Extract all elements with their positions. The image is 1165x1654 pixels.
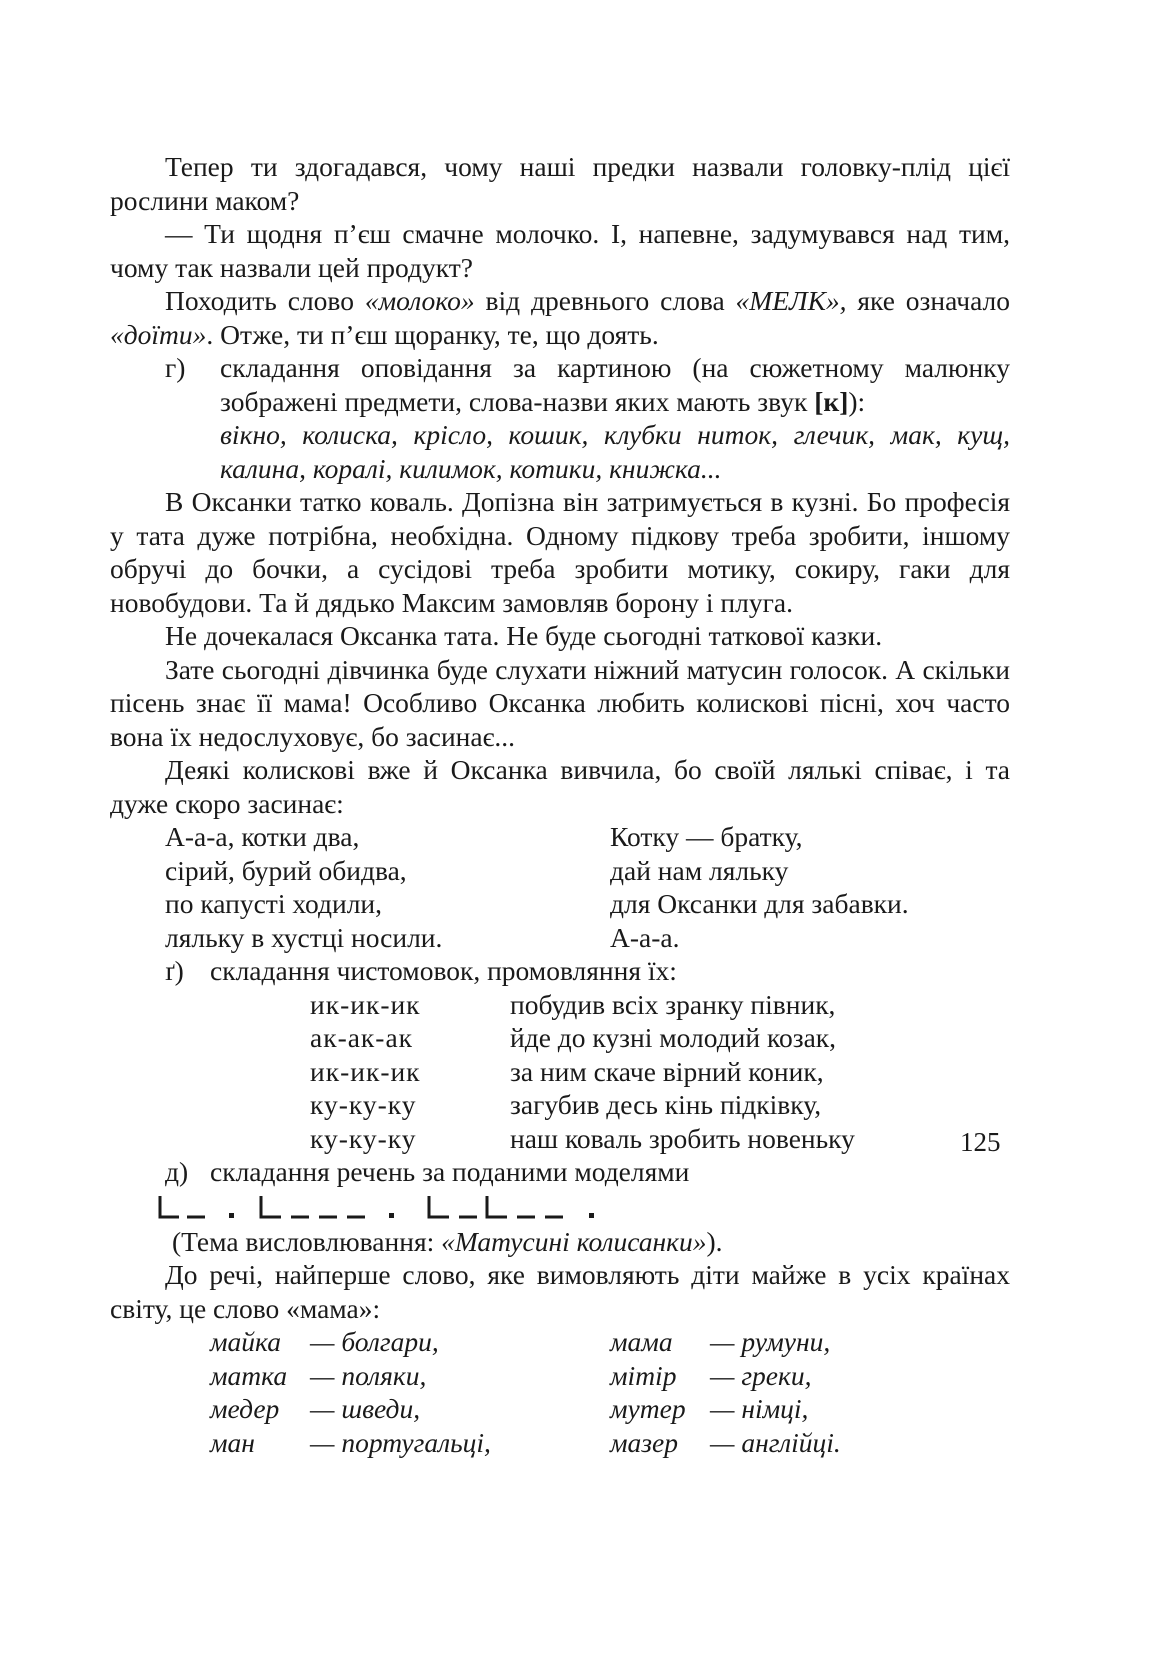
- poem-line: [165, 921, 1010, 955]
- sentence-models: [165, 1189, 1010, 1225]
- nation: — німці,: [710, 1393, 809, 1424]
- verse: наш коваль зробить новеньку: [510, 1122, 855, 1154]
- nation: — шведи,: [310, 1393, 421, 1424]
- word: мама: [610, 1326, 673, 1357]
- model-capital-word: [261, 1196, 281, 1217]
- list-item-body: складання речень за поданими моделями: [210, 1156, 690, 1187]
- text-run: ).: [706, 1225, 723, 1257]
- syllables: ак-ак-ак: [310, 1022, 414, 1053]
- lullaby-poem: [165, 820, 1010, 954]
- nation: — англійці.: [710, 1426, 841, 1458]
- page-number: 125: [960, 1127, 1001, 1157]
- italic-word: «Матусині колисанки»: [441, 1225, 707, 1257]
- paragraph: [110, 284, 1010, 351]
- tongue-twisters: [310, 988, 1010, 1156]
- poem-line: [165, 820, 1010, 854]
- text-run: складання оповідання за картиною (на сюжетному малюнку зображені предмети, слова-назви яких мають звук: [220, 352, 1010, 417]
- paragraph: Зате сьогодні дівчинка буде слухати ніжний матусин голосок. А скільки пісень знає її мама! Особливо Оксанка любить колискові пісні, хоч часто вона їх недослуховує, бо засинає...: [110, 653, 1010, 752]
- word: мітір: [610, 1359, 677, 1391]
- syllables: ку-ку-ку: [310, 1122, 417, 1154]
- syllables: ик-ик-ик: [310, 988, 421, 1020]
- word-list: вікно, колиска, крісло, кошик, клубки ниток, глечик, мак, кущ, калина, коралі, килимок, котики, книжка...: [220, 419, 1010, 484]
- page-text: [110, 150, 1010, 1459]
- paragraph: В Оксанки татко коваль. Допізна він затримується в кузні. Бо професія у тата дуже потрібна, необхідна. Одному підкову треба зробити, іншому обручі до бочки, а сусідові треба зробити мотику, сокиру, гаки для новобудови. Та й дядько Максим замовляв борону і плуга.: [110, 486, 1010, 618]
- model-capital-word: [429, 1196, 449, 1217]
- words-row: [210, 1359, 1010, 1393]
- poem-left: А-а-а, котки два,: [165, 821, 360, 852]
- word: майка: [210, 1326, 281, 1357]
- nation: — поляки,: [310, 1359, 427, 1391]
- theme-line: [172, 1225, 1010, 1259]
- list-letter: д): [165, 1156, 189, 1187]
- paragraph: До речі, найперше слово, яке вимовляють діти майже в усіх країнах світу, це слово «мама»:: [110, 1259, 1010, 1324]
- poem-right: А-а-а.: [610, 921, 680, 953]
- sentence-model-diagram: [157, 1193, 617, 1221]
- text-run: ):: [848, 385, 866, 417]
- words-row: [210, 1325, 1010, 1359]
- list-item-gg: [165, 954, 1010, 988]
- italic-word: «доїти»: [110, 318, 207, 350]
- verse: загубив десь кінь підківку,: [510, 1089, 822, 1120]
- words-row: [210, 1426, 1010, 1460]
- poem-right: Котку — братку,: [610, 821, 803, 852]
- poem-right: для Оксанки для забавки.: [610, 888, 909, 919]
- nation: — португальці,: [310, 1426, 491, 1458]
- list-item-d: [165, 1155, 1010, 1189]
- poem-line: [165, 887, 1010, 921]
- verse: йде до кузні молодий козак,: [510, 1022, 837, 1053]
- tongue-line: [310, 1055, 1010, 1089]
- model-period: [589, 1213, 594, 1218]
- word: матка: [210, 1359, 288, 1391]
- text-run: від древнього слова: [474, 285, 736, 316]
- paragraph: Тепер ти здогадався, чому наші предки назвали головку-плід цієї рослини маком?: [110, 151, 1010, 216]
- text-run: . Отже, ти п’єш щоранку, те, що доять.: [206, 318, 659, 350]
- model-capital-word: [160, 1196, 179, 1217]
- model-period: [229, 1213, 234, 1218]
- nation: — румуни,: [710, 1326, 831, 1357]
- tongue-line: [310, 1021, 1010, 1055]
- list-item-body: складання чистомовок, промовляння їх:: [210, 955, 677, 986]
- word: медер: [210, 1393, 280, 1424]
- verse: побудив всіх зранку півник,: [510, 988, 836, 1020]
- list-item-g: [165, 351, 1010, 485]
- text-run: (Тема висловлювання:: [172, 1225, 442, 1257]
- italic-word: «молоко»: [364, 285, 475, 316]
- poem-left: ляльку в хустці носили.: [165, 921, 443, 953]
- nation: — болгари,: [310, 1326, 439, 1357]
- poem-line: [165, 854, 1010, 888]
- tongue-line: [310, 988, 1010, 1022]
- text-run: Походить слово: [165, 285, 365, 316]
- list-letter: г): [165, 352, 186, 383]
- sound-mark: [к]: [814, 385, 849, 417]
- paragraph: Деякі колискові вже й Оксанка вивчила, бо своїй лялькі співає, і та дуже скоро засинає:: [110, 754, 1010, 819]
- word: мутер: [610, 1393, 686, 1424]
- syllables: ик-ик-ик: [310, 1055, 421, 1087]
- text-run: яке означало: [846, 285, 1010, 316]
- model-capital-word: [487, 1196, 507, 1217]
- model-period: [389, 1213, 394, 1218]
- poem-right: дай нам ляльку: [610, 854, 789, 886]
- poem-left: сірий, бурий обидва,: [165, 854, 407, 886]
- words-row: [210, 1392, 1010, 1426]
- dialogue-paragraph: — Ти щодня п’єш смачне молочко. І, напевне, задумувався над тим, чому так назвали цей продукт?: [110, 218, 1010, 283]
- list-item-body: [220, 351, 1010, 485]
- tongue-line: [310, 1088, 1010, 1122]
- mama-words-table: [210, 1325, 1010, 1459]
- tongue-line: [310, 1122, 1010, 1156]
- nation: — греки,: [710, 1359, 812, 1391]
- poem-left: по капусті ходили,: [165, 888, 383, 919]
- word: мазер: [610, 1426, 678, 1458]
- verse: за ним скаче вірний коник,: [510, 1055, 824, 1087]
- italic-word: «МЕЛК»,: [735, 285, 847, 316]
- word: ман: [210, 1426, 255, 1458]
- syllables: ку-ку-ку: [310, 1089, 417, 1120]
- list-letter: ґ): [165, 955, 184, 986]
- paragraph: Не дочекалася Оксанка тата. Не буде сьогодні таткової казки.: [165, 620, 883, 651]
